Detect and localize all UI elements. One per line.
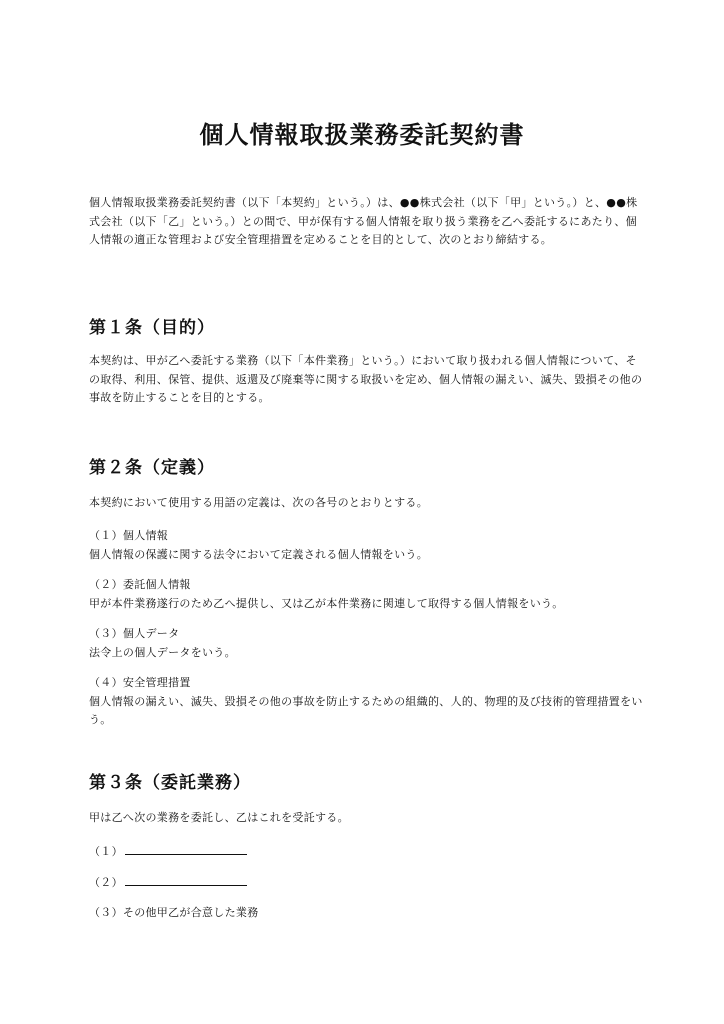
- article-2-lead-text: 本契約において使用する用語の定義は、次の各号のとおりとする。: [89, 496, 428, 509]
- definition-text: 甲が本件業務遂行のため乙へ提供し、又は乙が本件業務に関連して取得する個人情報をいう。: [89, 596, 564, 610]
- definition-text: 個人情報の保護に関する法令において定義される個人情報をいう。: [89, 547, 428, 561]
- blank-line: [125, 843, 247, 855]
- task-label: （２）: [89, 876, 123, 889]
- definition-item: [89, 674, 645, 730]
- definition-item: [89, 527, 645, 564]
- document-title: 個人情報取扱業務委託契約書: [199, 121, 525, 149]
- definition-label: （４）安全管理措置: [89, 676, 191, 689]
- task-label: （３）その他甲乙が合意した業務: [89, 906, 259, 919]
- definition-label: （２）委託個人情報: [89, 578, 191, 591]
- definition-label: （１）個人情報: [89, 529, 169, 542]
- intro-text: 個人情報取扱業務委託契約書（以下「本契約」という。）は、●●株式会社（以下「甲」という。）と、●●株式会社（以下「乙」という。）との間で、甲が保有する個人情報を取り扱う業務を乙へ委託するにあたり、個人情報の適正な管理および安全管理措置を定めることを目的として、次のとおり締結する。: [89, 196, 638, 246]
- article-1-body: [89, 352, 645, 408]
- article-3-lead-text: 甲は乙へ次の業務を委託し、乙はこれを受託する。: [89, 811, 349, 824]
- article-2-heading: 第２条（定義）: [89, 458, 215, 478]
- article-2-lead: [89, 494, 645, 513]
- definition-label: （３）個人データ: [89, 627, 180, 640]
- definition-item: [89, 625, 645, 662]
- article-3-heading: 第３条（委託業務）: [89, 773, 251, 793]
- article-1-text: 本契約は、甲が乙へ委託する業務（以下「本件業務」という。）において取り扱われる個人情報について、その取得、利用、保管、提供、返還及び廃棄等に関する取扱いを定め、個人情報の漏えい、滅失、毀損その他の事故を防止することを目的とする。: [89, 354, 643, 404]
- definition-text: 個人情報の漏えい、滅失、毀損その他の事故を防止するための組織的、人的、物理的及び技術的管理措置をいう。: [89, 694, 643, 726]
- article-3-lead: [89, 809, 645, 828]
- definition-text: 法令上の個人データをいう。: [89, 645, 236, 659]
- task-item: [89, 843, 247, 860]
- definitions-list: [89, 527, 645, 730]
- article-1-heading: 第１条（目的）: [89, 318, 215, 338]
- definition-item: [89, 576, 645, 613]
- task-item: [89, 905, 259, 921]
- intro-paragraph: [89, 194, 645, 250]
- task-item: [89, 874, 247, 891]
- blank-line: [125, 874, 247, 886]
- task-label: （１）: [89, 845, 123, 858]
